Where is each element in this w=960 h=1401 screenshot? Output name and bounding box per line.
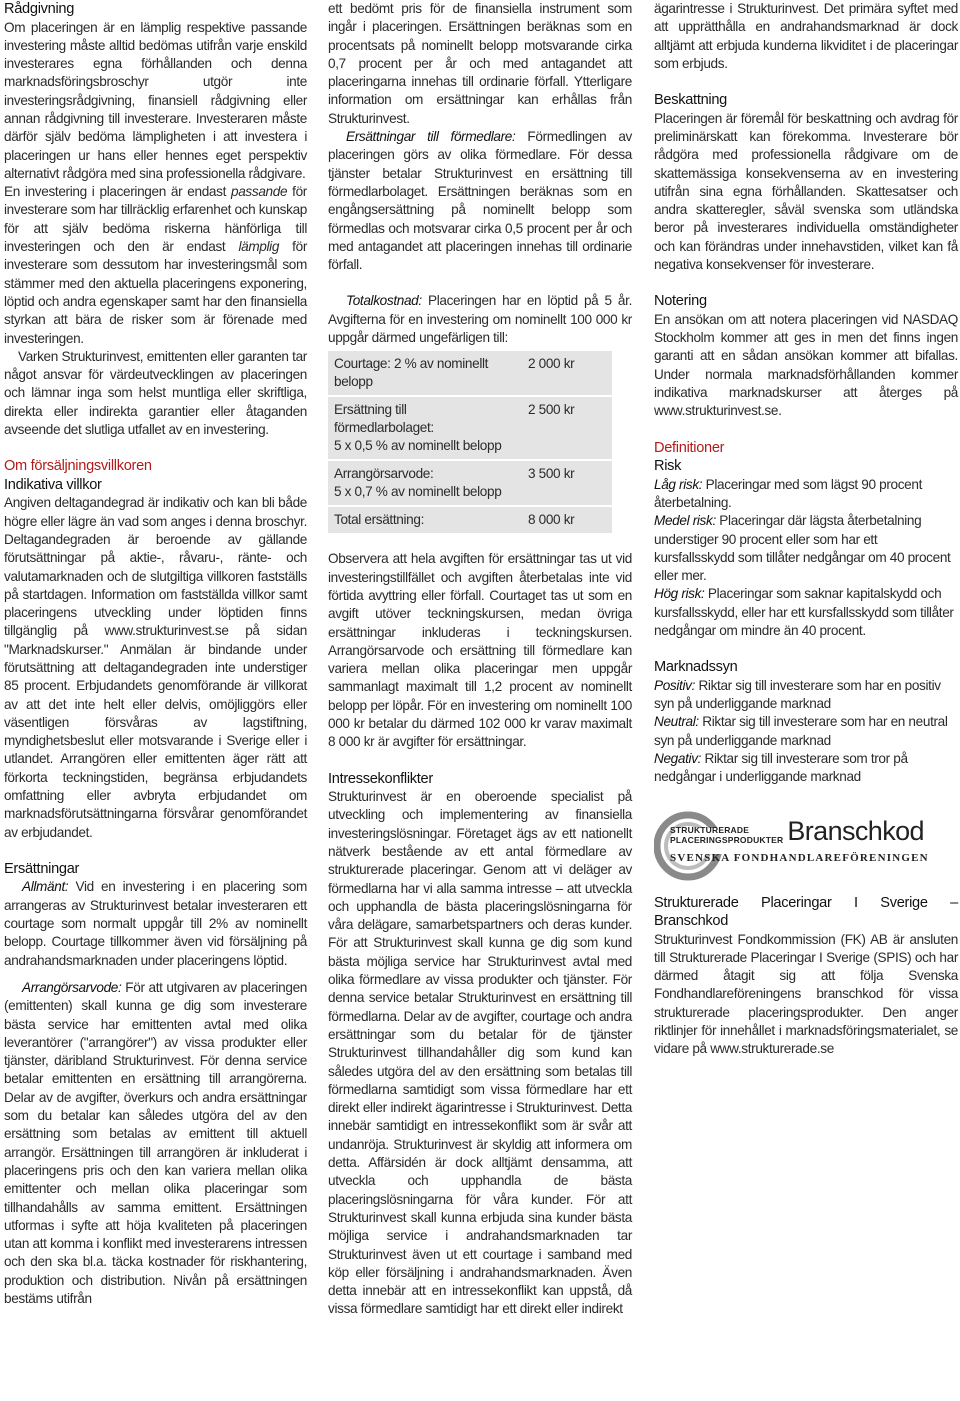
cost-row — [328, 460, 612, 506]
text-span: Förmedlingen av placeringen görs av olika förmedlare. För dessa tjänster betalar Strukturinvest en ersättning till förmedlarbolaget. Ersättningen beräknas som en engångsersättning på nominellt belopp som förmedlas och motsvarar cirka 0,5 procent per år och med antagandet att placeringen innehas till ordinarie förfall. — [328, 129, 632, 273]
marknadssyn-negativ — [654, 750, 958, 787]
logo-line-1: STRUKTURERADE — [670, 825, 750, 836]
villkor-subheading: Indikativa villkor — [4, 476, 102, 493]
cost-label — [328, 351, 512, 396]
villkor-heading: Om försäljningsvillkoren — [4, 458, 152, 475]
text-span: för investerare som dessutom har investeringsmål som stämmer med den aktuella placeringens exponering, löptid och andra egenskaper samt har den finansiella styrkan att bära de risker som är förenade med investeringen. — [4, 239, 307, 346]
cost-label-line-1: Total ersättning: — [334, 512, 425, 528]
branschkod-logo — [654, 809, 958, 885]
emphasis-lamplig: lämplig — [238, 239, 280, 255]
logo-text-block — [670, 817, 929, 867]
risk-hog — [654, 585, 958, 640]
lead-label: Positiv: — [654, 677, 696, 693]
cost-label-line-2: 5 x 0,5 % av nominellt belopp — [334, 438, 502, 454]
column-1 — [4, 0, 307, 1308]
lead-label: Arrangörsarvode: — [22, 979, 122, 995]
radgivning-paragraph-1: Om placeringen är en lämplig respektive passande investering måste alltid bedömas utifrån varje enskild investerares egna förhållanden och denna marknadsföringsbroschyr utgör inte investeringsrådgivning, finansiell rådgivning eller annan rådgivning till investerare. Investeraren måste därför själv bedöma lämpligheten i att investera i placeringen ur hans eller hennes eget perspektiv alternativt rådgöra med sina professionella rådgivare. — [4, 19, 307, 181]
beskattning-paragraph: Placeringen är föremål för beskattning och avdrag för preliminärskatt kan förekomma. Investerare bör rådgöra med professionella rådgivare om de skattemässiga konsekvenserna av en investering utifrån sina egna förhållanden. Skattesatser och andra skatteregler, såväl svenska som utländska beror på investerares individuella omständigheter och kan förändras under innehavstiden, vilket kan få negativa konsekvenser för investerare. — [654, 110, 958, 273]
lead-label: Allmänt: — [22, 879, 69, 895]
formedlare-paragraph — [328, 128, 632, 274]
marknadssyn-heading: Marknadssyn — [654, 659, 738, 676]
logo-subtitle: SVENSKA FONDHANDLAREFÖRENINGEN — [670, 852, 929, 865]
cost-amount: 8 000 kr — [512, 506, 612, 534]
observera-paragraph: Observera att hela avgiften för ersättningar tas ut vid investeringstillfället och avgiften återbetalas inte vid förtida avyttring eller förfall. Courtaget tas ut som en avgift utöver teckningskursen, medan övriga ersättningar inkluderas i teckningskursen. Arrangörsarvode och ersättning till förmedlare kan variera mellan olika placeringar men uppgår sammanlagt maximalt till 1,2 procent av nominellt belopp per löpår. För en investering om nominellt 100 000 kr betalar du därmed 102 000 kr varav maximalt 8 000 kr är avgifter för ersättningar. — [328, 551, 632, 750]
cost-label-line-1: Ersättning till förmedlarbolaget: — [334, 402, 434, 436]
ersattningar-allmant — [4, 878, 307, 969]
cost-table — [328, 351, 612, 535]
spis-paragraph: Strukturinvest Fondkommission (FK) AB är ansluten till Strukturerade Placeringar I Sverige (SPIS) och har därmed åtagit sig att följa Svenska Fondhandlareföreningens branschkod för vissa strukturerade placeringsprodukter. Den anger riktlinjer för innehållet i marknadsföringsmaterialet, se vidare på www.strukturerade.se — [654, 931, 958, 1057]
logo-branschkod: Branschkod — [787, 816, 924, 847]
cost-label-line-1: Courtage: 2 % av nominellt — [334, 356, 489, 372]
cost-row — [328, 351, 612, 396]
cost-label-line-2: 5 x 0,7 % av nominellt belopp — [334, 484, 502, 500]
ersattningar-heading: Ersättningar — [4, 860, 80, 877]
text-span: Riktar sig till investerare som tror på nedgångar i underliggande marknad — [654, 751, 908, 785]
column-2 — [328, 0, 632, 1319]
emphasis-passande: passande — [231, 184, 288, 200]
text-span: Placeringar där lägsta återbetalning understiger 90 procent eller som har ett kursfallsskydd som tillåter nedgångar om 40 procent eller mer. — [654, 513, 951, 584]
risk-lag — [654, 476, 958, 513]
lead-label: Negativ: — [654, 751, 702, 766]
marknadssyn-neutral — [654, 713, 958, 750]
continued-paragraph: ett bedömt pris för de finansiella instrument som ingår i placeringen. Ersättningen beräknas som en procentsats på nominellt belopp motsvarande cirka 0,7 procent per år och med antagandet att placeringarna innehas till ordinarie förfall. Ytterligare information om ersättningar kan erhållas från Strukturinvest. — [328, 1, 632, 126]
radgivning-paragraph-3: Varken Strukturinvest, emittenten eller garanten tar något ansvar för värdeutvecklingen av placeringen och lämnar inga som helst muntliga eller skriftliga, direkta eller indirekta garantier eller åtaganden avseende det slutliga utfallet av en investering. — [4, 348, 307, 438]
continued-paragraph: ägarintresse i Strukturinvest. Det primära syftet med att upprätthålla en andrahandsmarknad är dock alltjämt att erbjuda kunderna likviditet i de placeringar som erbjuds. — [654, 1, 958, 71]
text-span: Placeringar med som lägst 90 procent återbetalning. — [654, 476, 923, 510]
lead-label: Ersättningar till förmedlare: — [346, 129, 516, 145]
logo-line-2: PLACERINGSPRODUKTER — [670, 835, 784, 846]
cost-amount: 2 500 kr — [512, 396, 612, 460]
cost-label-line-2: belopp — [334, 374, 373, 390]
totalkostnad-paragraph — [328, 292, 632, 347]
intressekonflikter-heading: Intressekonflikter — [328, 770, 433, 787]
spis-heading: Strukturerade Placeringar I Sverige – Branschkod — [654, 894, 958, 930]
lead-label: Medel risk: — [654, 513, 716, 529]
text-span: Vid en investering i en placering som arrangeras av Strukturinvest betalar investeraren ett courtage som normalt uppgår till 2% av nominellt belopp. Courtage tillkommer även vid försäljning på andrahandsmarknaden under placeringens löptid. — [4, 879, 307, 968]
text-span: Placeringar som saknar kapitalskydd och kursfallsskydd, eller har ett kursfallsskydd som tillåter nedgångar om mindre än 40 procent. — [654, 586, 954, 639]
cost-label-line-1: Arrangörsarvode: — [334, 466, 434, 482]
text-span: Riktar sig till investerare som har en neutral syn på underliggande marknad — [654, 714, 948, 748]
cost-amount: 2 000 kr — [512, 351, 612, 396]
intressekonflikter-paragraph: Strukturinvest är en oberoende specialist på utveckling och implementering av finansiella investeringslösningar. Företaget ägs av ett nationellt nätverk bestående av ett antal förmedlare av strukturerade placeringar. Genom att vi deläger av förmedlarna har vi alla samma intresse – att utveckla och upphandla de bästa placeringslösningarna för våra delägare, samarbetspartners och deras kunder. För att Strukturinvest skall kunna ge dig som kund bästa möjliga service har Strukturinvest avtal med olika förmedlare av vissa produkter och tjänster. För denna service betalar Strukturinvest en ersättning till förmedlarna. Delar av de avgifter, courtage och andra ersättningar som du betalar för de tjänster Strukturinvest tillhandahåller dig som kund kan således utgöra del av den ersättning som betalas till förmedlarna samtidigt som vissa förmedlare har ett direkt eller indirekt ägarintresse i Strukturinvest. Detta innebär samtidigt en intressekonflikt som är svår att undanröja. Strukturinvest är skyldig att informera om detta. Affärsidén är dock alltjämt densamma, att utveckla och upphandla de bästa placeringslösningarna för våra kunder. För att Strukturinvest skall kunna erbjuda sina kunder bästa möjliga service i andrahandsmarknaden tar Strukturinvest även ut ett courtage i samband med köp eller försäljning i andrahandsmarknaden. Även detta innebär att en intressekonflikt kan uppstå, då vissa förmedlare samtidigt har ett direkt eller indirekt — [328, 789, 632, 1317]
radgivning-paragraph-2 — [4, 183, 307, 348]
notering-paragraph: En ansökan om att notera placeringen vid NASDAQ Stockholm kommer att ges in men det finns ingen garanti att en sådan ansökan kommer att bifallas. Under normala marknadsförhållanden kommer indikativa marknadskurser att återges på www.strukturinvest.se. — [654, 311, 958, 419]
risk-heading: Risk — [654, 458, 682, 475]
text-span: För att utgivaren av placeringen (emittenten) skall kunna ge dig som investerare bästa service har emittenten avtal med olika leverantörer ("arrangörer") av vissa produkter eller tjänster, däribland Strukturinvest. För denna service betalar emittenten en ersättning till arrangörerna. Delar av de avgifter, överkurs och andra ersättningar som du betalar kan således utgöra del av den ersättning som betalas av emittent till aktuell arrangör. Ersättningen till arrangören är inkluderat i placeringens pris och den kan variera mellan olika emittenter och mellan olika placeringar som tillhandahålls av samma emittent. Ersättningen utformas i syfte att höja kvaliteten på placeringen utan att komma i konflikt med investerarens intressen och den ska bl.a. täcka kostnader för riskhantering, produktion och distribution. Nivån på ersättningen bestäms utifrån — [4, 979, 307, 1306]
risk-medel — [654, 512, 958, 585]
cost-label — [328, 506, 512, 534]
cost-amount: 3 500 kr — [512, 460, 612, 506]
cost-label — [328, 460, 512, 506]
text-span: En investering i placeringen är endast — [4, 184, 232, 200]
beskattning-heading: Beskattning — [654, 92, 727, 109]
villkor-paragraph: Angiven deltagandegrad är indikativ och kan bli både högre eller lägre än vad som anges i denna broschyr. Deltagandegraden är beroende av gällande förutsättningar på aktie-, råvaru-, ränte- och valutamarknaden och de slutgiltiga villkoren fastställs på startdagen. Information om fastställda villkor samt placeringens utveckling under löptiden finns tillgänglig på www.strukturinvest.se på sidan "Marknadskurser." Anmälan är bindande under förutsättning att deltagandegraden inte understiger 85 procent. Erbjudandets genomförande är villkorat av att det inte helt eller delvis, omöjliggörs eller väsentligen försvåras av lagstiftning, myndighetsbeslut eller motsvarande i Sverige eller i utlandet. Arrangören eller emittenten äger rätt att förkorta teckningstiden, begränsa erbjudandets omfattning eller avbryta erbjudandet om marknadsförutsättningarna försvårar genomförandet av erbjudandet. — [4, 495, 307, 840]
ersattningar-arrangorsarvode — [4, 979, 307, 1308]
cost-label — [328, 396, 512, 460]
lead-label: Totalkostnad: — [346, 293, 422, 309]
text-span: Placeringen har en löptid på 5 år. Avgifterna för en investering om nominellt 100 000 kr uppgår därmed ungefärligen till: — [328, 293, 632, 346]
text-span: för investerare som har tillräcklig erfarenhet och kunskap för att själv bedöma riskerna hänförliga till investeringen och den är endast — [4, 184, 307, 255]
text-span: Riktar sig till investerare som har en positiv syn på underliggande marknad — [654, 677, 941, 712]
radgivning-heading: Rådgivning — [4, 1, 75, 17]
cost-row — [328, 396, 612, 460]
notering-heading: Notering — [654, 293, 707, 310]
definitioner-heading: Definitioner — [654, 439, 725, 456]
marknadssyn-positiv — [654, 677, 958, 714]
cost-row — [328, 506, 612, 534]
lead-label: Hög risk: — [654, 586, 705, 602]
lead-label: Låg risk: — [654, 476, 703, 492]
lead-label: Neutral: — [654, 714, 699, 730]
column-3 — [654, 0, 958, 1059]
